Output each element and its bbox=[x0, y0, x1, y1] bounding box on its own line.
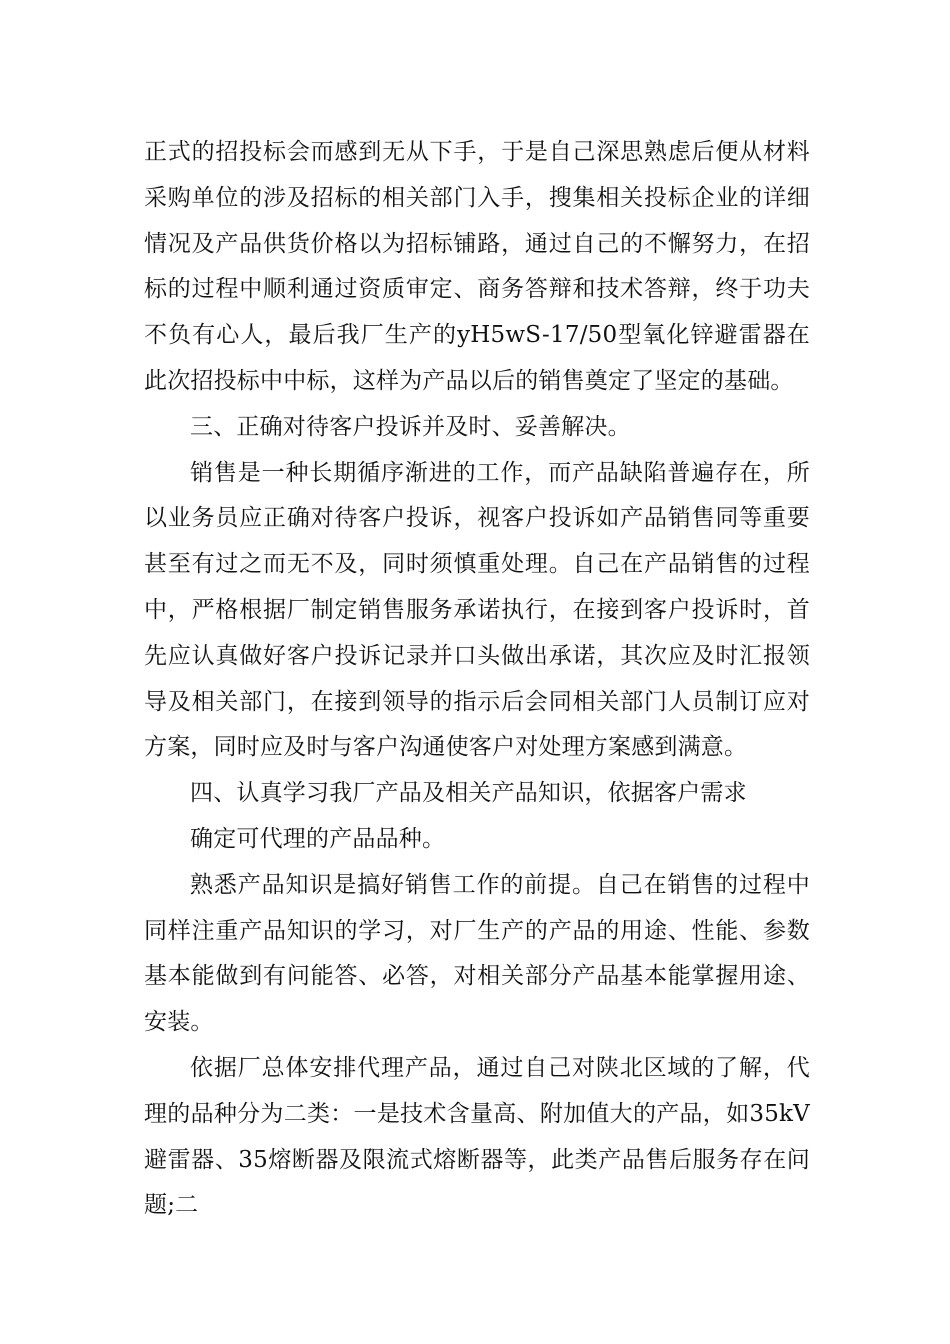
section-heading-product-knowledge-cont: 确定可代理的产品品种。 bbox=[190, 825, 446, 852]
paragraph-agency-products: 依据厂总体安排代理产品，通过自己对陕北区域的了解，代理的品种分为二类：一是技术含量高、附加值大的产品，如35kV避雷器、35熔断器及限流式熔断器等，此类产品售后服务存在问题;二 bbox=[144, 1054, 810, 1219]
paragraph-tender-success: 正式的招投标会而感到无从下手，于是自己深思熟虑后便从材料采购单位的涉及招标的相关部门入手，搜集相关投标企业的详细情况及产品供货价格以为招标铺路，通过自己的不懈努力，在招标的过程中顺利通过资质审定、商务答辩和技术答辩，终于功夫不负有心人，最后我厂生产的yH5wS-17/50型氧化锌避雷器在此次招投标中中标，这样为产品以后的销售奠定了坚定的基础。 bbox=[144, 139, 810, 394]
section-heading-complaints: 三、正确对待客户投诉并及时、妥善解决。 bbox=[190, 413, 631, 440]
paragraph-product-knowledge: 熟悉产品知识是搞好销售工作的前提。自己在销售的过程中同样注重产品知识的学习，对厂生产的产品的用途、性能、参数基本能做到有问能答、必答，对相关部分产品基本能掌握用途、安装。 bbox=[144, 871, 810, 1036]
document-body bbox=[144, 130, 810, 1229]
section-heading-product-knowledge: 四、认真学习我厂产品及相关产品知识，依据客户需求 bbox=[190, 780, 747, 807]
paragraph-complaints: 销售是一种长期循序渐进的工作，而产品缺陷普遍存在，所以业务员应正确对待客户投诉，视客户投诉如产品销售同等重要甚至有过之而无不及，同时须慎重处理。自己在产品销售的过程中，严格根据厂制定销售服务承诺执行，在接到客户投诉时，首先应认真做好客户投诉记录并口头做出承诺，其次应及时汇报领导及相关部门，在接到领导的指示后会同相关部门人员制订应对方案，同时应及时与客户沟通使客户对处理方案感到满意。 bbox=[144, 459, 810, 761]
